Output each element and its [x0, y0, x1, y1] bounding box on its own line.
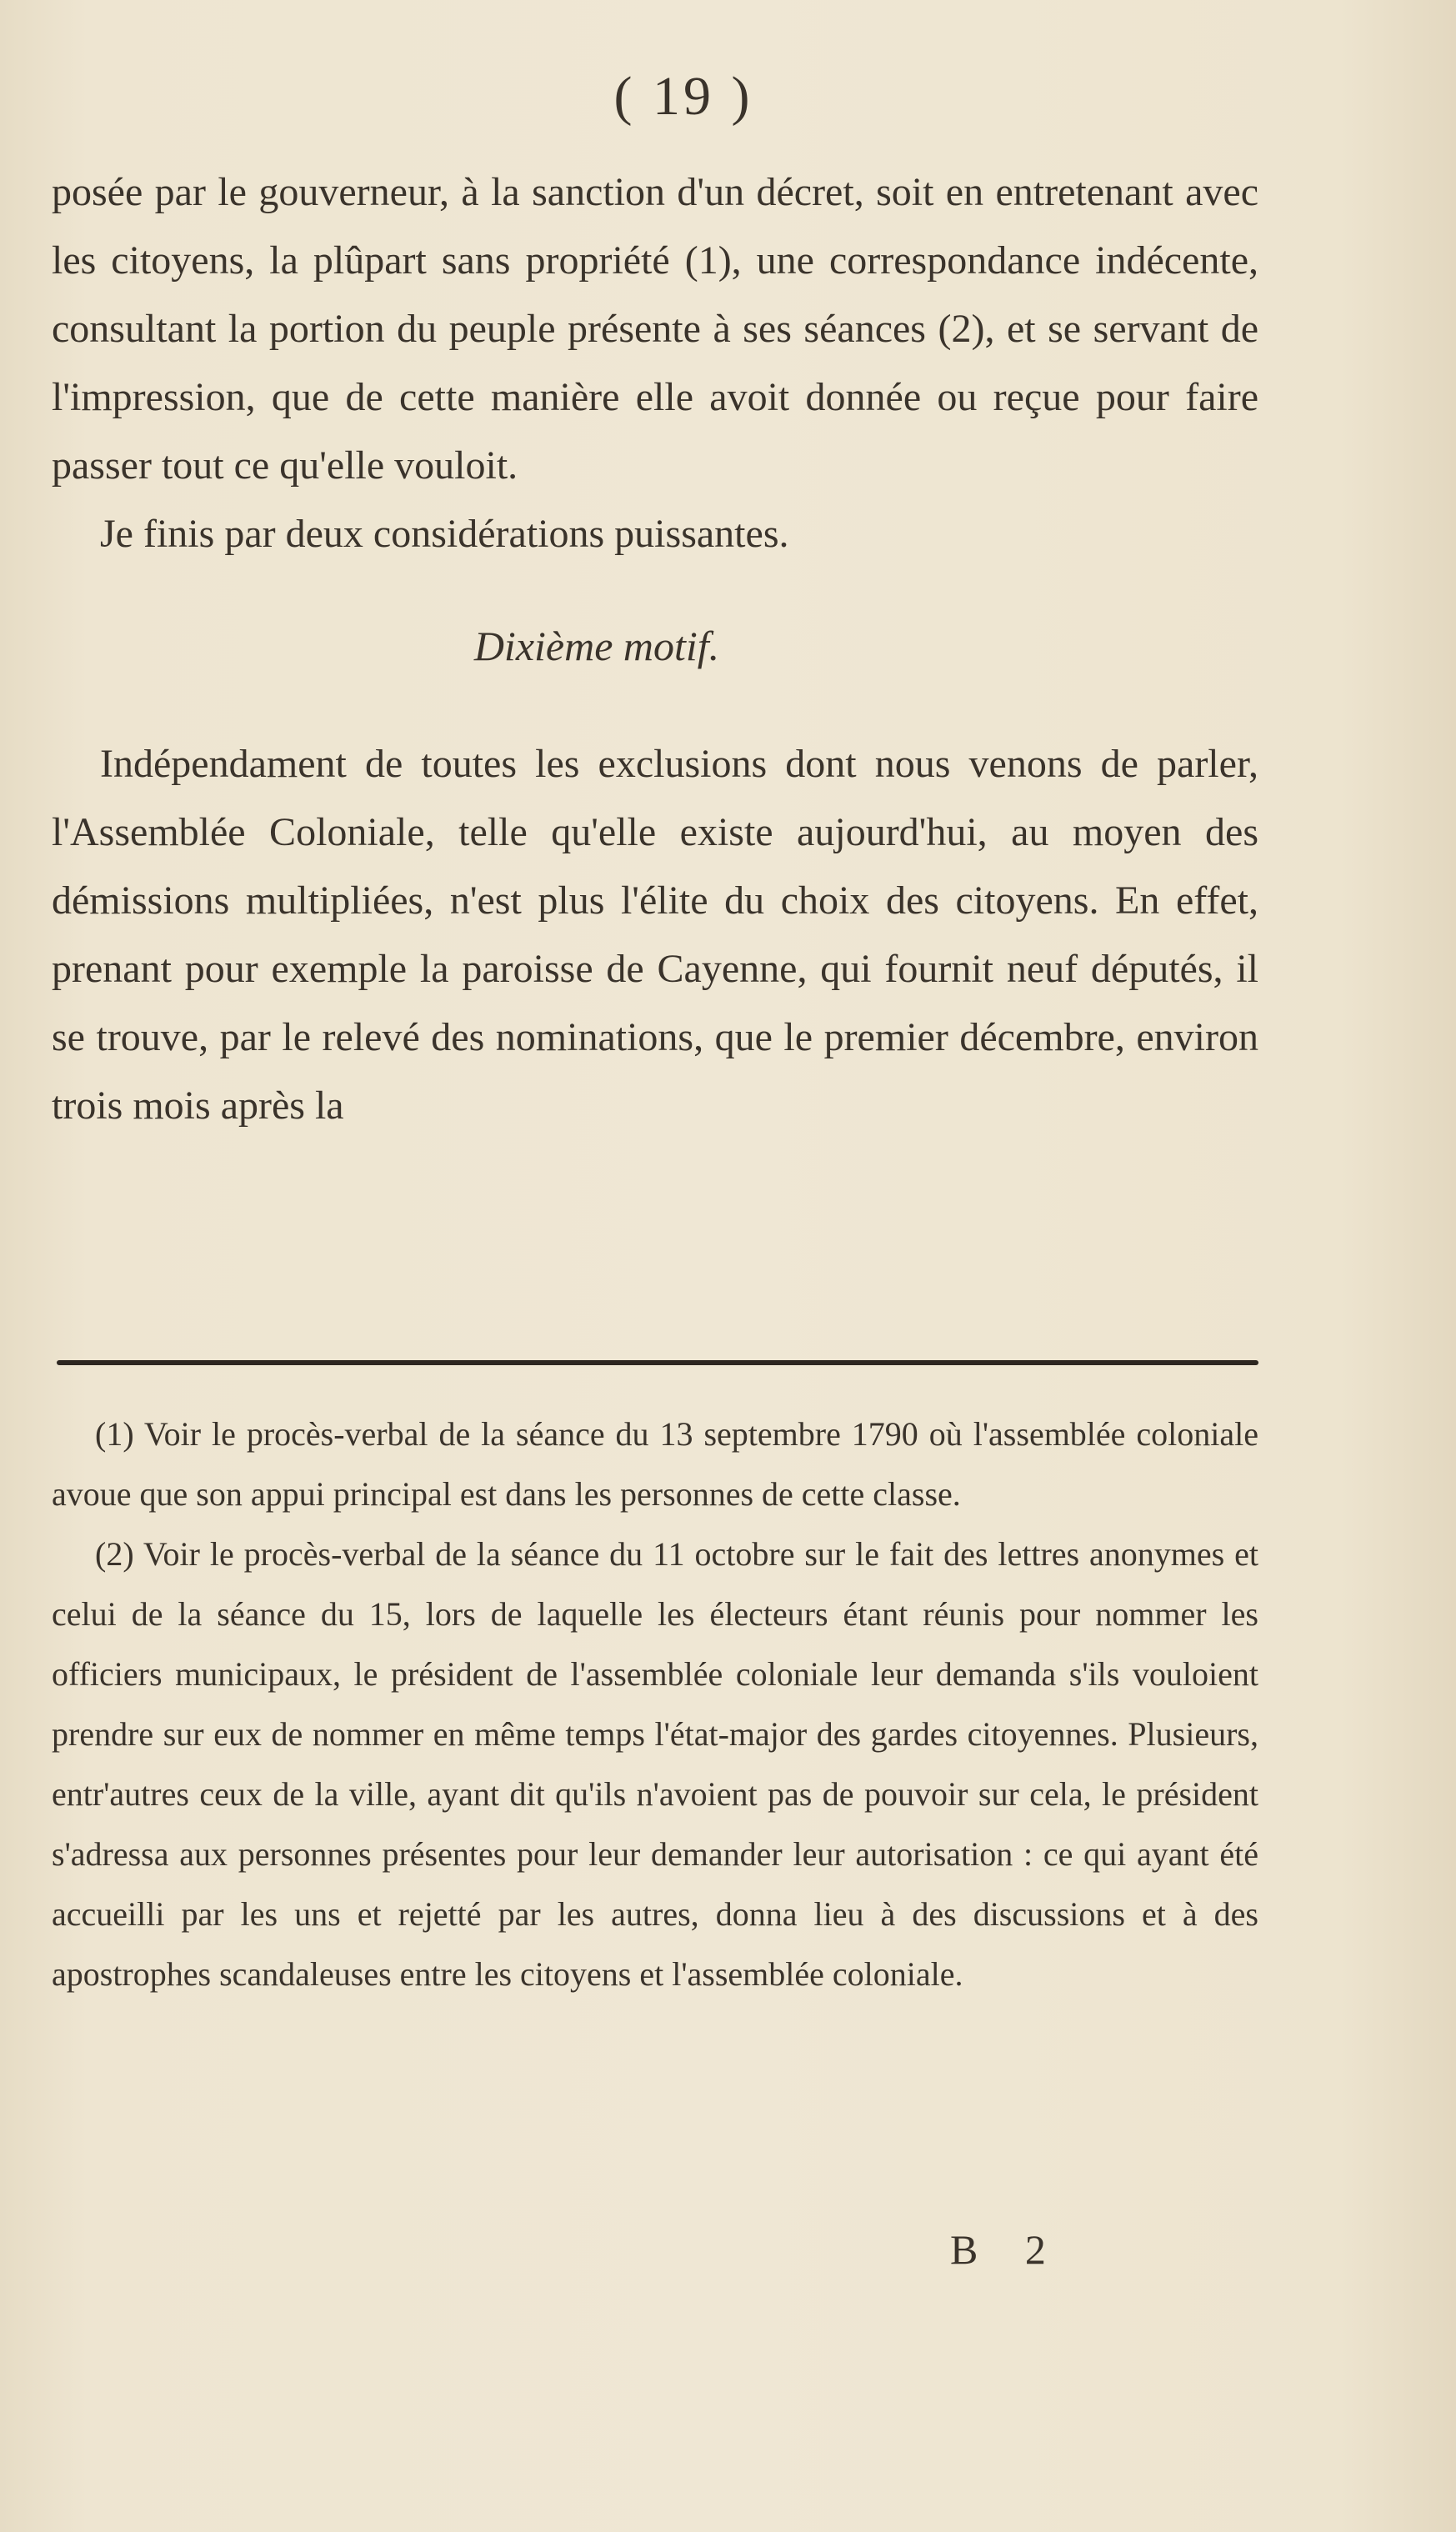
- footnotes-block: [52, 1404, 1258, 2004]
- section-heading: Dixième motif.: [473, 623, 720, 669]
- signature-mark: B 2: [950, 2226, 1064, 2273]
- paragraph-continuation: posée par le gouverneur, à la sanction d'un décret, soit en entretenant avec les citoyens, la plûpart sans propriété (1), une correspondance indécente, consultant la portion du peuple présente à ses séances (2), et se servant de l'impression, que de cette manière elle avoit donnée ou reçue pour faire passer tout ce qu'elle vouloit.: [52, 170, 1258, 488]
- main-text-block: [52, 158, 1258, 1140]
- page-number: ( 19 ): [613, 66, 753, 127]
- footnote-1: (1) Voir le procès-verbal de la séance du 13 septembre 1790 où l'assemblée coloniale avoue que son appui principal est dans les personnes de cette classe.: [52, 1415, 1258, 1513]
- paragraph-assembly: Indépendament de toutes les exclusions dont nous venons de parler, l'Assemblée Coloniale, telle qu'elle existe aujourd'hui, au moyen des démissions multipliées, n'est plus l'élite du choix des citoyens. En effet, prenant pour exemple la paroisse de Cayenne, qui fournit neuf députés, il se trouve, par le relevé des nominations, que le premier décembre, environ trois mois après la: [52, 742, 1258, 1128]
- footnote-2: (2) Voir le procès-verbal de la séance du 11 octobre sur le fait des lettres anonymes et celui de la séance du 15, lors de laquelle les électeurs étant réunis pour nommer les officiers municipaux, le président de l'assemblée coloniale leur demanda s'ils vouloient prendre sur eux de nommer en même temps l'état-major des gardes citoyennes. Plusieurs, entr'autres ceux de la ville, ayant dit qu'ils n'avoient pas de pouvoir sur cela, le président s'adressa aux personnes présentes pour leur demander leur autorisation : ce qui ayant été accueilli par les uns et rejetté par les autres, donna lieu à des discussions et à des apostrophes scandaleuses entre les citoyens et l'assemblée coloniale.: [52, 1535, 1258, 1993]
- paragraph-considerations: Je finis par deux considérations puissantes.: [100, 512, 789, 556]
- footnote-divider: [57, 1360, 1258, 1365]
